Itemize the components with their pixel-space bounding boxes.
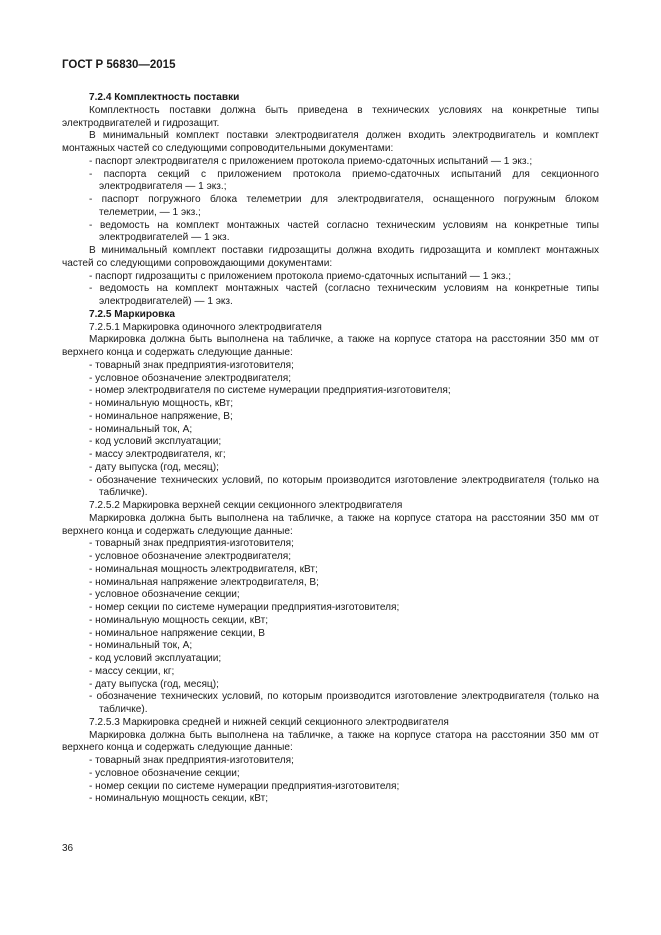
list-item: - паспорт погружного блока телеметрии для электродвигателя, оснащенного погружным блоком телеметрии, — 1 экз.; bbox=[89, 194, 599, 218]
list-item: - номинальное напряжение, В; bbox=[89, 410, 233, 422]
list-item: - дату выпуска (год, месяц); bbox=[89, 678, 219, 690]
document-header: ГОСТ Р 56830—2015 bbox=[62, 59, 176, 71]
list-item: - паспорт электродвигателя с приложением протокола приемо-сдаточных испытаний — 1 экз.; bbox=[89, 155, 533, 167]
list-item: - номер секции по системе нумерации предприятия-изготовителя; bbox=[89, 780, 400, 792]
section-heading: 7.2.5 Маркировка bbox=[89, 308, 176, 320]
paragraph: Маркировка должна быть выполнена на табличке, а также на корпусе статора на расстоянии 350 мм от верхнего конца и содержать следующие данные: bbox=[62, 334, 599, 358]
list-item: - обозначение технических условий, по которым производится изготовление электродвигателя (только на табличке). bbox=[89, 474, 599, 499]
list-item: - номинальное напряжение секции, В bbox=[89, 627, 265, 639]
list-item: - номинальная мощность электродвигателя, кВт; bbox=[89, 563, 318, 575]
list-item: - номинальный ток, А; bbox=[89, 423, 193, 435]
list-item: - номинальная напряжение электродвигателя, В; bbox=[89, 576, 319, 588]
list-item: - номинальную мощность секции, кВт; bbox=[89, 793, 269, 805]
paragraph: Маркировка должна быть выполнена на табличке, а также на корпусе статора на расстоянии 350 мм от верхнего конца и содержать следующие данные: bbox=[62, 729, 599, 754]
paragraph: 7.2.5.3 Маркировка средней и нижней секций секционного электродвигателя bbox=[89, 716, 449, 728]
list-item: - товарный знак предприятия-изготовителя; bbox=[89, 755, 294, 766]
paragraph: В минимальный комплект поставки электродвигателя должен входить электродвигатель и комплект монтажных частей со следующими сопроводительными документами: bbox=[62, 130, 599, 154]
list-item: - ведомость на комплект монтажных частей (согласно техническим условиям на конкретные типы электродвигателей) — 1 экз. bbox=[89, 283, 599, 307]
list-item: - товарный знак предприятия-изготовителя; bbox=[89, 538, 294, 550]
list-item: - условное обозначение электродвигателя; bbox=[89, 372, 292, 384]
paragraph: 7.2.5.1 Маркировка одиночного электродвигателя bbox=[89, 321, 322, 333]
list-item: - номер секции по системе нумерации предприятия-изготовителя; bbox=[89, 602, 400, 613]
section-heading: 7.2.4 Комплектность поставки bbox=[89, 92, 240, 103]
list-item: - условное обозначение электродвигателя; bbox=[89, 551, 292, 562]
list-item: - паспорт гидрозащиты с приложением протокола приемо-сдаточных испытаний — 1 экз.; bbox=[89, 270, 512, 282]
list-item: - условное обозначение секции; bbox=[89, 767, 240, 779]
paragraph: Маркировка должна быть выполнена на табличке, а также на корпусе статора на расстоянии 350 мм от верхнего конца и содержать следующие данные: bbox=[62, 512, 599, 537]
list-item: - массу электродвигателя, кг; bbox=[89, 449, 226, 460]
list-item: - обозначение технических условий, по которым производится изготовление электродвигателя (только на табличке). bbox=[89, 691, 599, 715]
paragraph: 7.2.5.2 Маркировка верхней секции секционного электродвигателя bbox=[89, 500, 403, 511]
list-item: - условное обозначение секции; bbox=[89, 589, 240, 601]
page-number: 36 bbox=[62, 843, 74, 854]
list-item: - массу секции, кг; bbox=[89, 665, 175, 677]
list-item: - паспорта секций с приложением протокола приемо-сдаточных испытаний для секционного электродвигателя — 1 экз.; bbox=[89, 168, 599, 193]
list-item: - номинальную мощность, кВт; bbox=[89, 398, 234, 409]
list-item: - номинальный ток, А; bbox=[89, 640, 193, 652]
list-item: - дату выпуска (год, месяц); bbox=[89, 461, 219, 473]
paragraph: В минимальный комплект поставки гидрозащиты должна входить гидрозащита и комплект монтажных частей со следующими сопровождающими документами: bbox=[62, 245, 599, 269]
list-item: - номинальную мощность секции, кВт; bbox=[89, 614, 269, 626]
document-body bbox=[62, 92, 599, 806]
list-item: - код условий эксплуатации; bbox=[89, 653, 222, 664]
list-item: - код условий эксплуатации; bbox=[89, 436, 222, 448]
list-item: - ведомость на комплект монтажных частей согласно техническим условиям на конкретные типы электродвигателей — 1 экз. bbox=[89, 219, 599, 244]
list-item: - номер электродвигателя по системе нумерации предприятия-изготовителя; bbox=[89, 385, 451, 397]
paragraph: Комплектность поставки должна быть приведена в технических условиях на конкретные типы электродвигателей и гидрозащит. bbox=[62, 104, 599, 129]
list-item: - товарный знак предприятия-изготовителя; bbox=[89, 359, 294, 371]
